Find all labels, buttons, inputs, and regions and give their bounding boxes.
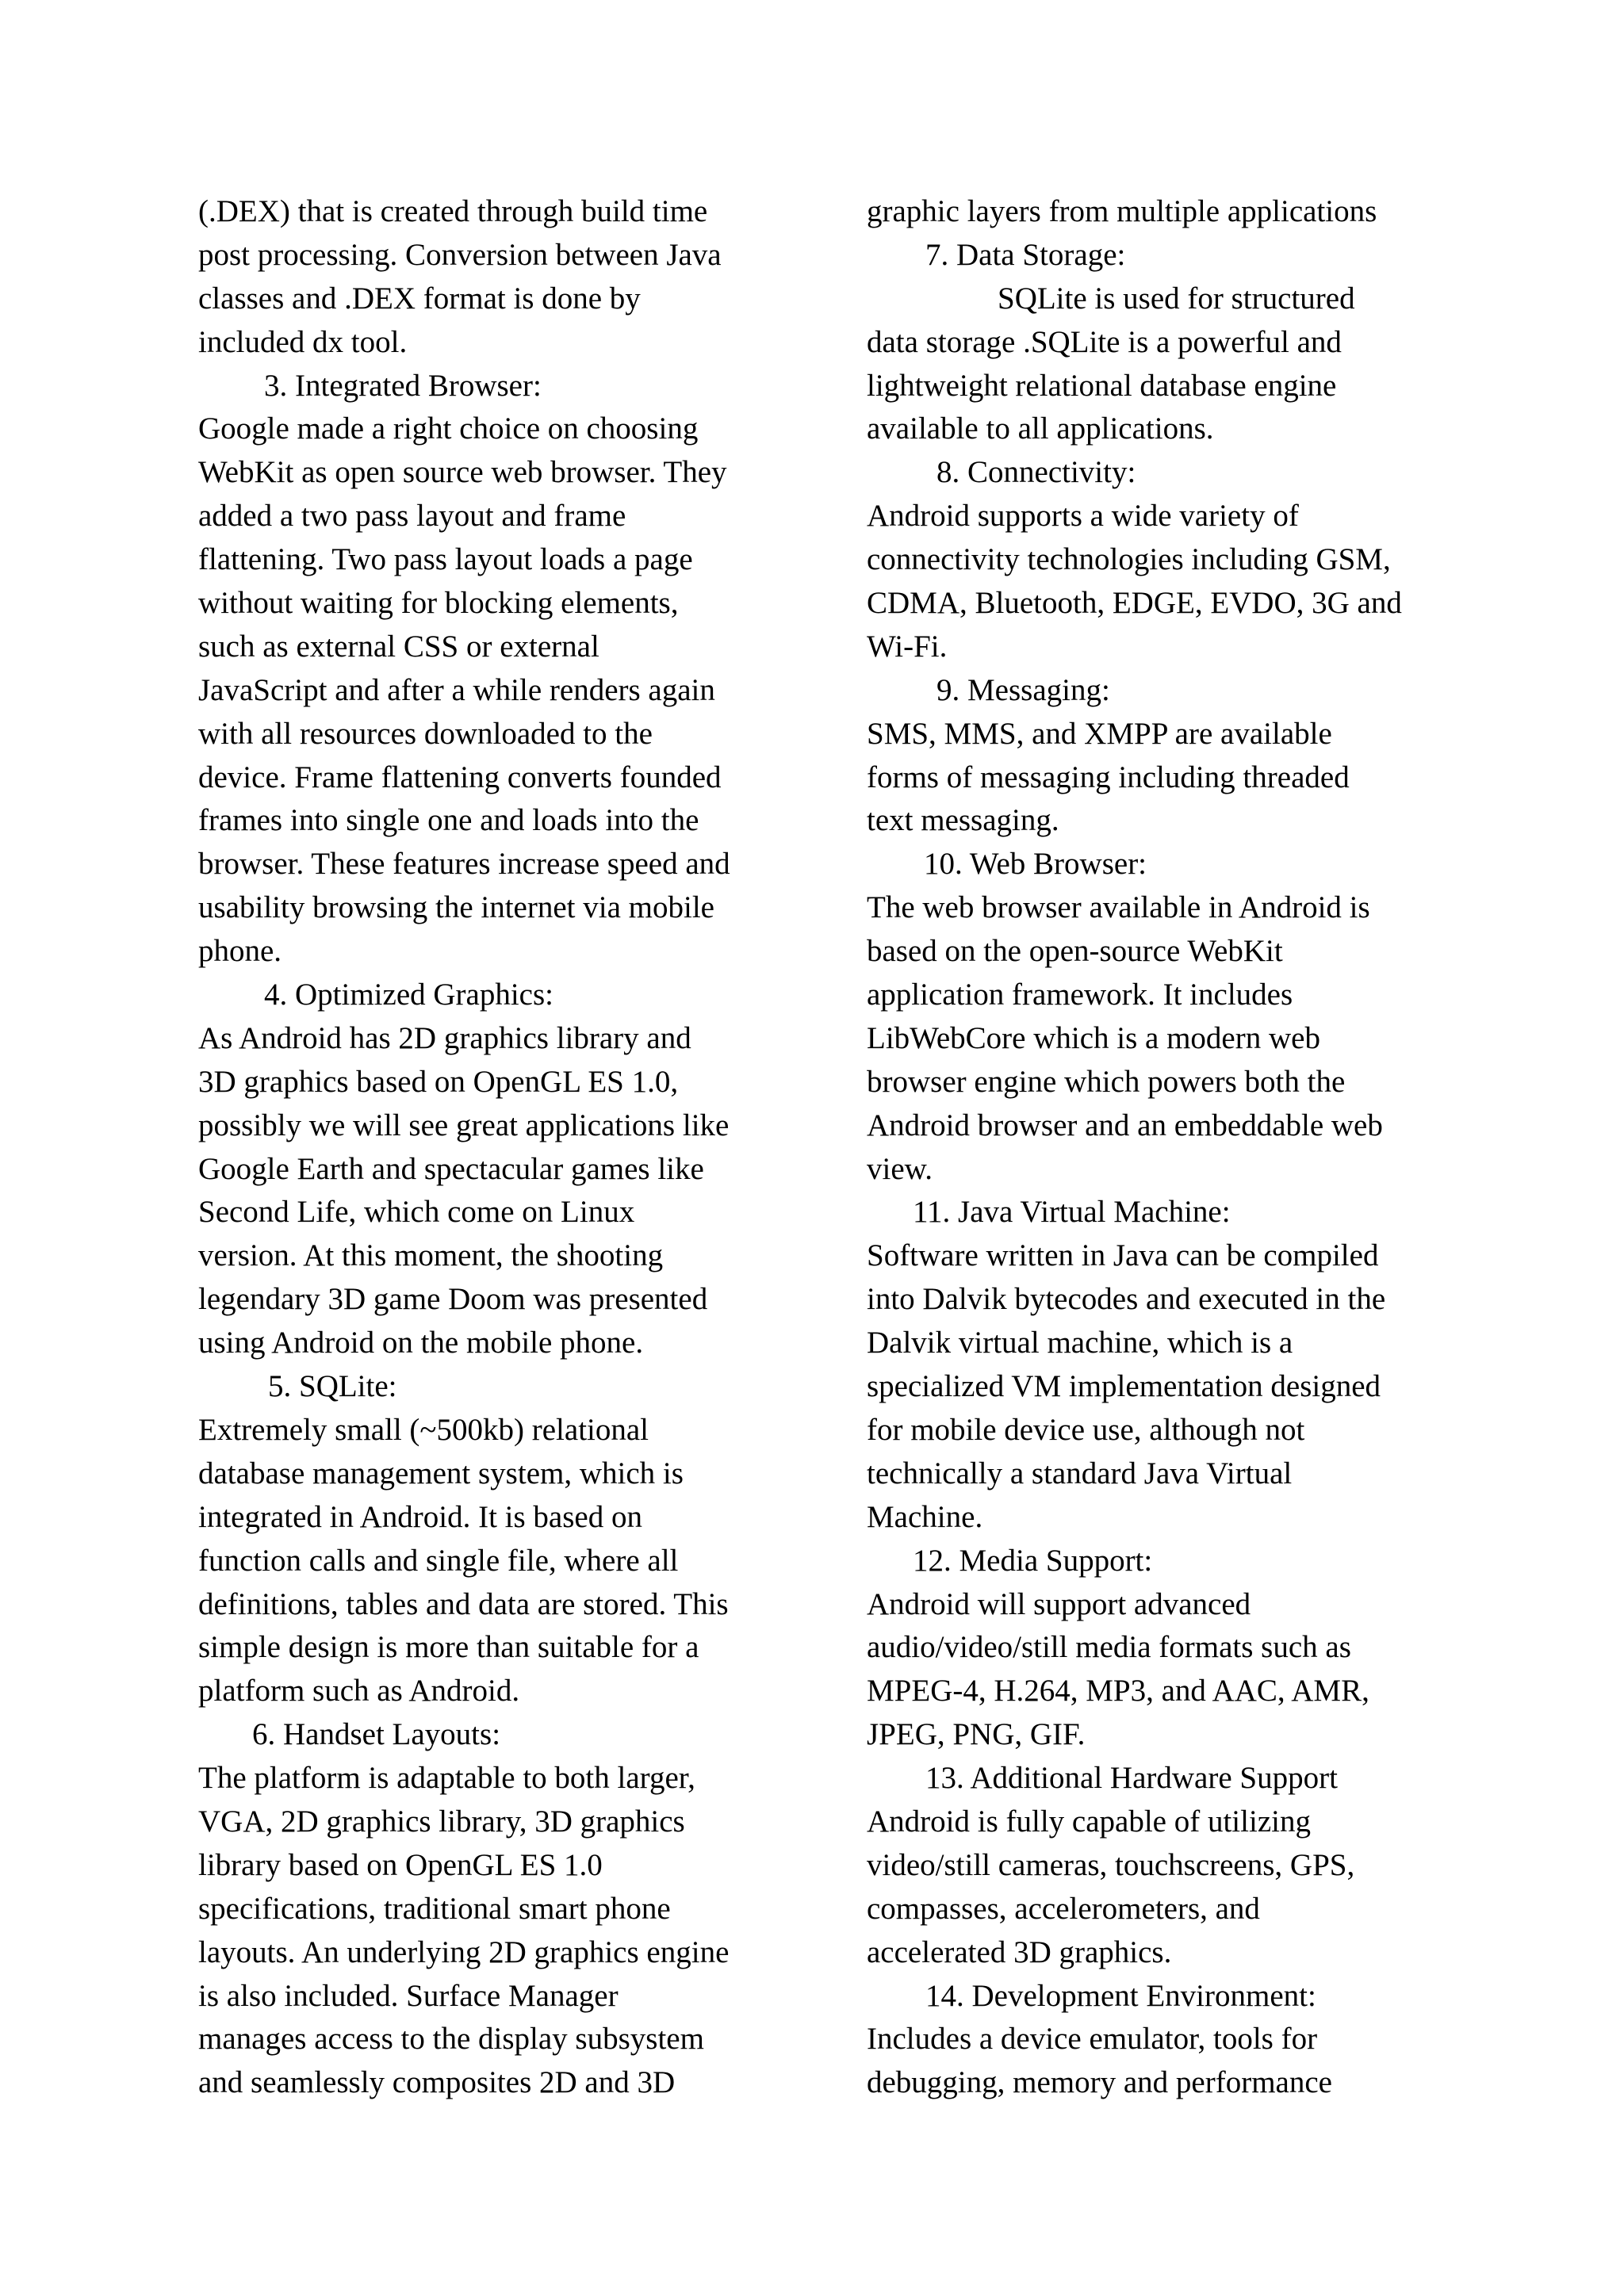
- text-line: data storage .SQLite is a powerful and: [867, 324, 1342, 359]
- section-heading-development-environment: 14. Development Environment:: [925, 1978, 1316, 2013]
- section-heading-web-browser: 10. Web Browser:: [924, 847, 1147, 882]
- text-line: without waiting for blocking elements,: [198, 586, 679, 621]
- text-line: post processing. Conversion between Java: [198, 237, 722, 272]
- section-heading-messaging: 9. Messaging:: [936, 672, 1110, 707]
- section-heading-sqlite: 5. SQLite:: [268, 1369, 397, 1404]
- section-heading-additional-hardware-support: 13. Additional Hardware Support: [925, 1761, 1338, 1796]
- text-line: for mobile device use, although not: [867, 1412, 1305, 1447]
- text-line: definitions, tables and data are stored. This: [198, 1586, 729, 1621]
- text-line: Google made a right choice on choosing: [198, 411, 699, 446]
- section-heading-connectivity: 8. Connectivity:: [936, 455, 1136, 490]
- text-line: Android supports a wide variety of: [867, 499, 1299, 534]
- text-line: manages access to the display subsystem: [198, 2022, 704, 2057]
- section-heading-data-storage: 7. Data Storage:: [925, 237, 1126, 272]
- text-line: Wi-Fi.: [867, 629, 948, 664]
- text-line: with all resources downloaded to the: [198, 716, 653, 751]
- text-line: graphic layers from multiple applications: [867, 194, 1377, 228]
- text-line: included dx tool.: [198, 324, 408, 359]
- text-line: simple design is more than suitable for a: [198, 1630, 699, 1665]
- text-line: application framework. It includes: [867, 978, 1293, 1012]
- text-line: Android browser and an embeddable web: [867, 1108, 1383, 1142]
- text-line: Software written in Java can be compiled: [867, 1238, 1379, 1273]
- text-line: is also included. Surface Manager: [198, 1978, 619, 2013]
- text-line: usability browsing the internet via mobile: [198, 890, 714, 925]
- text-line: JavaScript and after a while renders again: [198, 672, 715, 707]
- text-line: browser engine which powers both the: [867, 1064, 1346, 1099]
- text-line: integrated in Android. It is based on: [198, 1499, 642, 1534]
- text-line: frames into single one and loads into the: [198, 803, 699, 838]
- text-line: Android will support advanced: [867, 1586, 1251, 1621]
- text-line: JPEG, PNG, GIF.: [867, 1717, 1086, 1752]
- text-line: specialized VM implementation designed: [867, 1369, 1381, 1404]
- text-line: LibWebCore which is a modern web: [867, 1020, 1320, 1055]
- text-line: SMS, MMS, and XMPP are available: [867, 716, 1332, 751]
- text-line: Machine.: [867, 1499, 983, 1534]
- text-line: device. Frame flattening converts founded: [198, 760, 722, 794]
- right-column: [867, 190, 1469, 2105]
- text-line: platform such as Android.: [198, 1674, 520, 1709]
- text-line: accelerated 3D graphics.: [867, 1934, 1172, 1969]
- text-line: connectivity technologies including GSM,: [867, 542, 1391, 577]
- text-line: Android is fully capable of utilizing: [867, 1804, 1311, 1839]
- text-line: VGA, 2D graphics library, 3D graphics: [198, 1804, 685, 1839]
- text-line: and seamlessly composites 2D and 3D: [198, 2065, 676, 2100]
- text-line: based on the open-source WebKit: [867, 934, 1283, 969]
- text-line: text messaging.: [867, 803, 1059, 838]
- text-line: The web browser available in Android is: [867, 890, 1370, 925]
- text-line: phone.: [198, 934, 282, 969]
- text-line: Google Earth and spectacular games like: [198, 1151, 704, 1186]
- left-column: [198, 190, 809, 2105]
- text-line: As Android has 2D graphics library and: [198, 1020, 691, 1055]
- text-line: database management system, which is: [198, 1456, 684, 1490]
- text-line: 3D graphics based on OpenGL ES 1.0,: [198, 1064, 679, 1099]
- text-line: forms of messaging including threaded: [867, 760, 1350, 794]
- text-line: function calls and single file, where all: [198, 1543, 679, 1578]
- section-heading-java-virtual-machine: 11. Java Virtual Machine:: [913, 1195, 1231, 1230]
- text-line: CDMA, Bluetooth, EDGE, EVDO, 3G and: [867, 586, 1402, 621]
- section-heading-handset-layouts: 6. Handset Layouts:: [252, 1717, 501, 1752]
- text-line: layouts. An underlying 2D graphics engine: [198, 1934, 730, 1969]
- text-line: legendary 3D game Doom was presented: [198, 1282, 708, 1317]
- text-line: possibly we will see great applications like: [198, 1108, 730, 1142]
- text-line: The platform is adaptable to both larger,: [198, 1761, 695, 1796]
- text-line: lightweight relational database engine: [867, 368, 1337, 403]
- text-line: video/still cameras, touchscreens, GPS,: [867, 1847, 1355, 1882]
- text-line: available to all applications.: [867, 411, 1214, 446]
- text-line: technically a standard Java Virtual: [867, 1456, 1293, 1490]
- text-line: specifications, traditional smart phone: [198, 1891, 671, 1926]
- text-line: flattening. Two pass layout loads a page: [198, 542, 693, 577]
- text-line: view.: [867, 1151, 933, 1186]
- text-line: Includes a device emulator, tools for: [867, 2022, 1318, 2057]
- text-line: SQLite is used for structured: [998, 281, 1355, 316]
- text-line: such as external CSS or external: [198, 629, 599, 664]
- text-line: using Android on the mobile phone.: [198, 1326, 644, 1360]
- text-line: audio/video/still media formats such as: [867, 1630, 1351, 1665]
- text-line: (.DEX) that is created through build time: [198, 194, 708, 228]
- text-line: MPEG-4, H.264, MP3, and AAC, AMR,: [867, 1674, 1369, 1709]
- text-line: added a two pass layout and frame: [198, 499, 626, 534]
- text-line: classes and .DEX format is done by: [198, 281, 641, 316]
- text-line: browser. These features increase speed and: [198, 847, 730, 882]
- text-line: Extremely small (~500kb) relational: [198, 1412, 649, 1447]
- text-line: Second Life, which come on Linux: [198, 1195, 635, 1230]
- text-line: version. At this moment, the shooting: [198, 1238, 664, 1273]
- text-line: Dalvik virtual machine, which is a: [867, 1326, 1293, 1360]
- text-line: compasses, accelerometers, and: [867, 1891, 1260, 1926]
- section-heading-media-support: 12. Media Support:: [913, 1543, 1153, 1578]
- text-line: library based on OpenGL ES 1.0: [198, 1847, 603, 1882]
- section-heading-optimized-graphics: 4. Optimized Graphics:: [264, 978, 553, 1012]
- text-line: debugging, memory and performance: [867, 2065, 1332, 2100]
- section-heading-integrated-browser: 3. Integrated Browser:: [264, 368, 542, 403]
- text-line: WebKit as open source web browser. They: [198, 455, 727, 490]
- text-line: into Dalvik bytecodes and executed in the: [867, 1282, 1386, 1317]
